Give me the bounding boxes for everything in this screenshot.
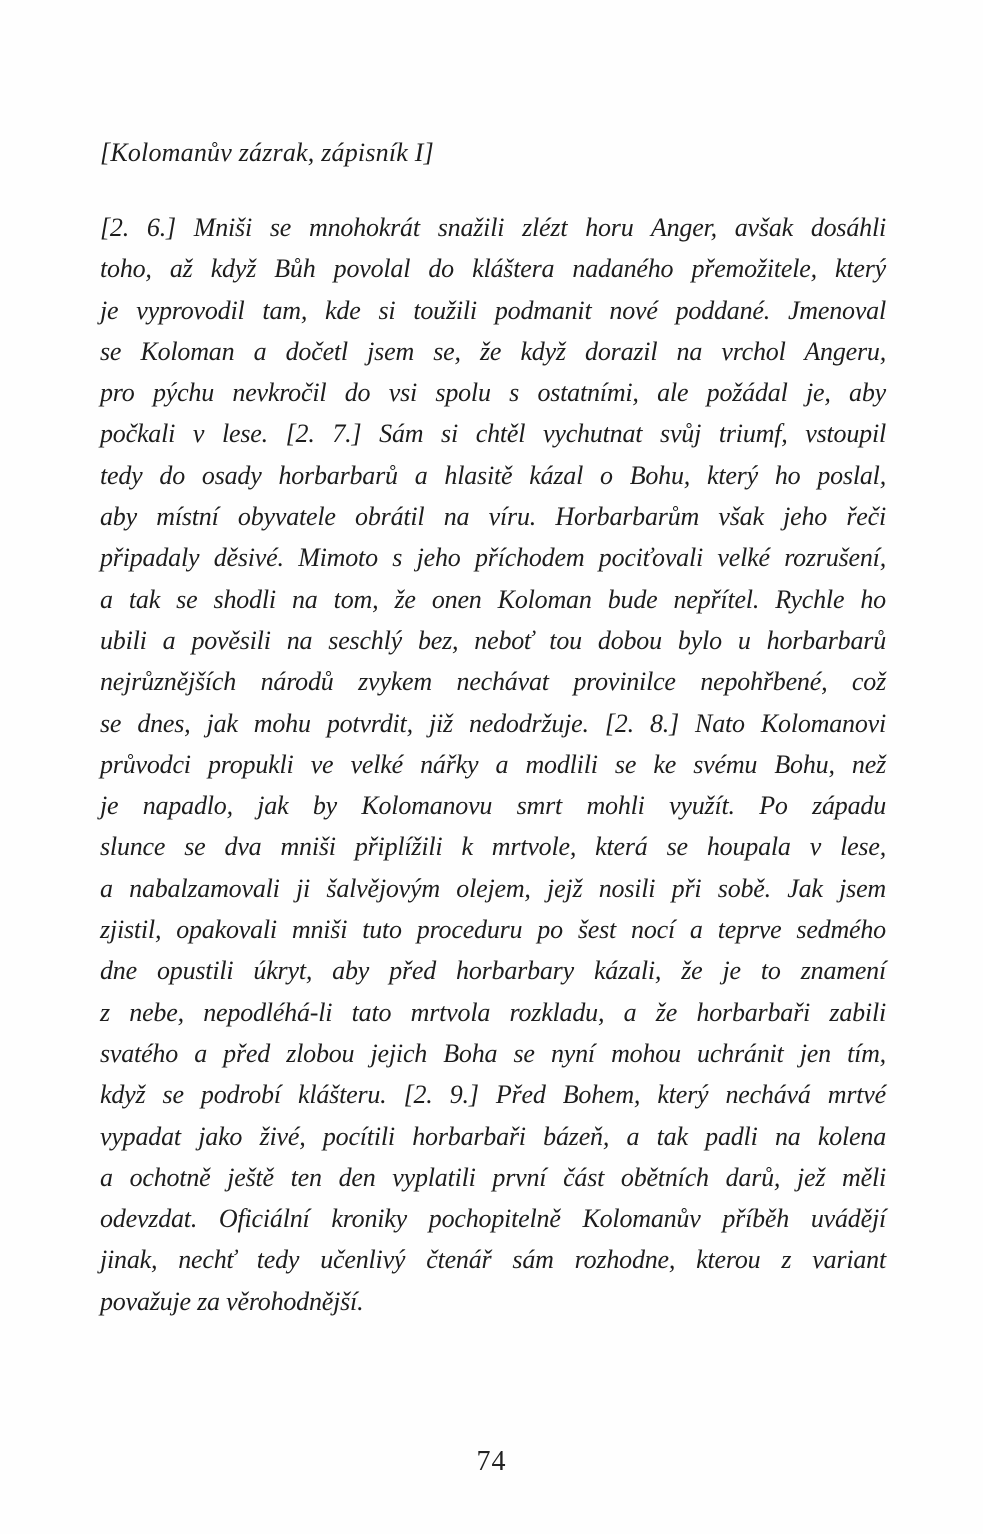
body-line: je vyprovodil tam, kde si toužili podmanit nové poddané. Jmenoval: [100, 295, 886, 325]
body-line: se Koloman a dočetl jsem se, že když dorazil na vrchol Angeru,: [100, 336, 886, 366]
body-paragraph: [100, 207, 886, 1322]
body-line: ubili a pověsili na seschlý bez, neboť tou dobou bylo u horbarbarů: [100, 625, 886, 655]
body-line: [2. 6.] Mniši se mnohokrát snažili zlézt horu Anger, avšak dosáhli: [100, 213, 886, 242]
chapter-heading: [Kolomanův zázrak, zápisník I]: [100, 138, 434, 167]
body-line: se dnes, jak mohu potvrdit, již nedodržuje. [2. 8.] Nato Kolomanovi: [100, 708, 886, 738]
body-line: svatého a před zlobou jejich Boha se nyní mohou uchránit jen tím,: [100, 1038, 886, 1068]
body-line: nejrůznějších národů zvykem nechávat provinilce nepohřbené, což: [100, 667, 886, 697]
body-line: průvodci propukli ve velké nářky a modlili se ke svému Bohu, než: [100, 749, 886, 779]
body-line: je napadlo, jak by Kolomanovu smrt mohli využít. Po západu: [100, 791, 886, 821]
body-line: připadaly děsivé. Mimoto s jeho příchodem pociťovali velké rozrušení,: [100, 543, 886, 573]
body-line: z nebe, nepodléhá-li tato mrtvola rozkladu, a že horbarbaři zabili: [100, 997, 886, 1027]
body-line: považuje za věrohodnější.: [100, 1286, 364, 1316]
body-line: a ochotně ještě ten den vyplatili první část obětních darů, jež měli: [100, 1162, 886, 1192]
body-line: a tak se shodli na tom, že onen Koloman bude nepřítel. Rychle ho: [100, 584, 886, 614]
page-number: 74: [476, 1446, 507, 1477]
body-line: aby místní obyvatele obrátil na víru. Horbarbarům však jeho řeči: [100, 502, 886, 532]
body-line: a nabalzamovali ji šalvějovým olejem, jejž nosili při sobě. Jak jsem: [100, 873, 886, 903]
body-line: tedy do osady horbarbarů a hlasitě kázal o Bohu, který ho poslal,: [100, 460, 886, 490]
body-line: toho, až když Bůh povolal do kláštera nadaného přemožitele, který: [100, 254, 886, 284]
body-line: odevzdat. Oficiální kroniky pochopitelně Kolomanův příběh uvádějí: [100, 1204, 886, 1234]
body-line: pro pýchu nevkročil do vsi spolu s ostatními, ale požádal je, aby: [100, 378, 886, 408]
body-line: jinak, nechť tedy učenlivý čtenář sám rozhodne, kterou z variant: [100, 1245, 886, 1275]
body-line: zjistil, opakovali mniši tuto proceduru po šest nocí a teprve sedmého: [100, 915, 886, 945]
body-line: slunce se dva mniši připlížili k mrtvole, která se houpala v lese,: [100, 832, 886, 862]
body-line: když se podrobí klášteru. [2. 9.] Před Bohem, který nechává mrtvé: [100, 1080, 886, 1110]
body-line: dne opustili úkryt, aby před horbarbary kázali, že je to znamení: [100, 956, 886, 986]
body-line: počkali v lese. [2. 7.] Sám si chtěl vychutnat svůj triumf, vstoupil: [100, 419, 886, 449]
body-line: vypadat jako živé, pocítili horbarbaři bázeň, a tak padli na kolena: [100, 1121, 886, 1151]
